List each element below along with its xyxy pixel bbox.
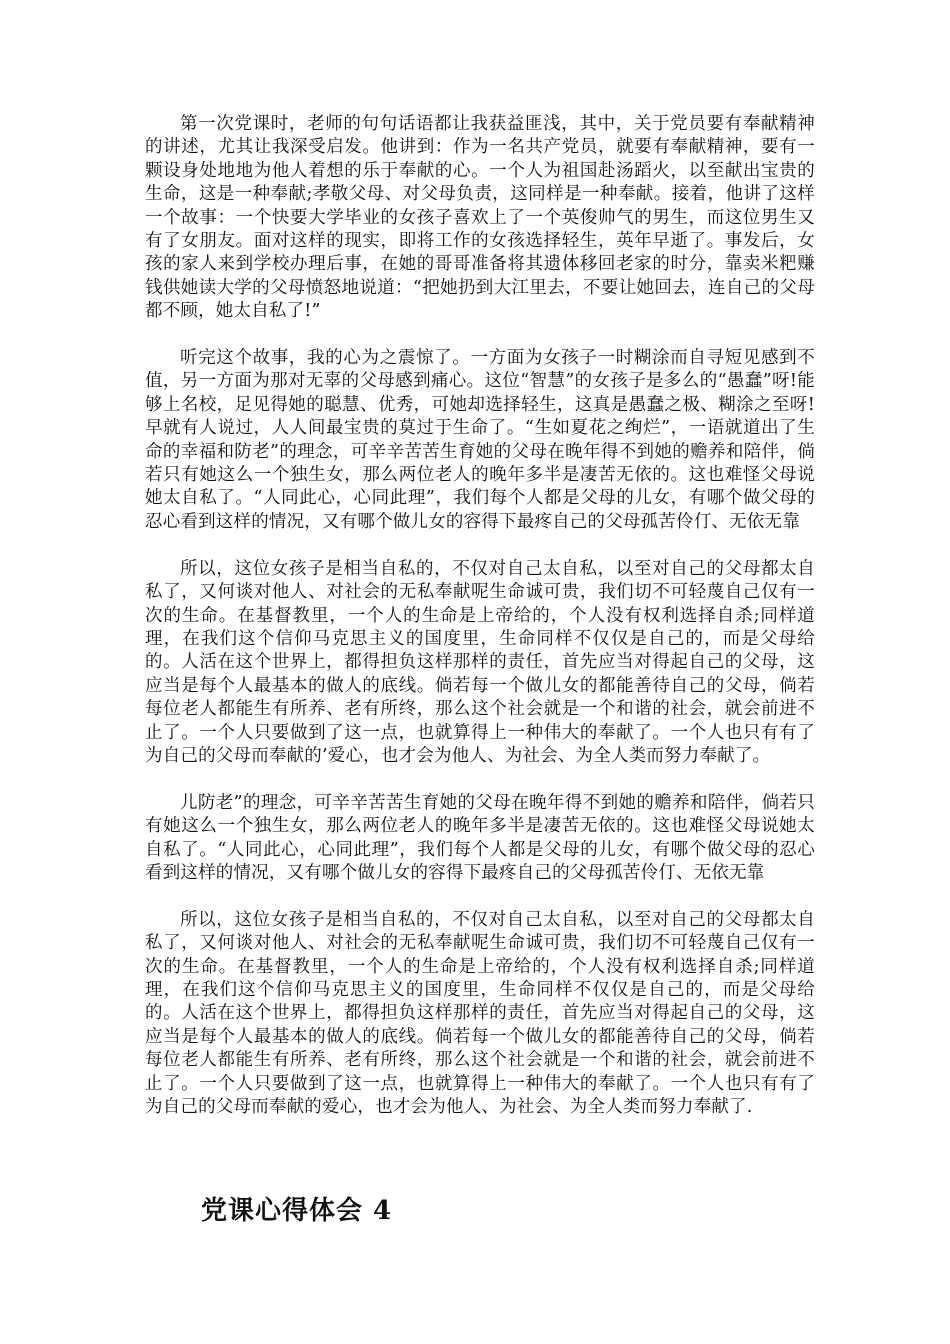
section-heading: 党课心得体会 4 [201,1196,393,1226]
paragraph-5: 所以，这位女孩子是相当自私的，不仅对自己太自私，以至对自己的父母都太自私了，又何谈对他人、对社会的无私奉献呢生命诚可贵，我们切不可轻蔑自己仅有一次的生命。在基督教里，一个人的生命是上帝给的，个人没有权利选择自杀;同样道理，在我们这个信仰马克思主义的国度里，生命同样不仅仅是自己的，而是父母给的。人活在这个世界上，都得担负这样那样的责任，首先应当对得起自己的父母，这应当是每个人最基本的做人的底线。倘若每一个做儿女的都能善待自己的父母，倘若每位老人都能生有所养、老有所终，那么这个社会就是一个和谐的社会，就会前进不止了。一个人只要做到了这一点，也就算得上一种伟大的奉献了。一个人也只有有了为自己的父母而奉献的爱心，也才会为他人、为社会、为全人类而努力奉献了. [145,909,815,1117]
paragraph-1: 第一次党课时，老师的句句话语都让我获益匪浅，其中，关于党员要有奉献精神的讲述，尤其让我深受启发。他讲到：作为一名共产党员，就要有奉献精神，要有一颗设身处地地为他人着想的乐于奉献的心。一个人为祖国赴汤蹈火，以至献出宝贵的生命，这是一种奉献;孝敬父母、对父母负责，这同样是一种奉献。接着，他讲了这样一个故事：一个快要大学毕业的女孩子喜欢上了一个英俊帅气的男生，而这位男生又有了女朋友。面对这样的现实，即将工作的女孩选择轻生，英年早逝了。事发后，女孩的家人来到学校办理后事，在她的哥哥准备将其遗体移回老家的时分，靠卖米粑赚钱供她读大学的父母愤怒地说道：“把她扔到大江里去，不要让她回去，连自己的父母都不顾，她太自私了!” [145,114,815,322]
paragraph-4: 儿防老”的理念，可辛辛苦苦生育她的父母在晚年得不到她的赡养和陪伴，倘若只有她这么一个独生女，那么两位老人的晚年多半是凄苦无依的。这也难怪父母说她太自私了。“人同此心，心同此理”，我们每个人都是父母的儿女，有哪个做父母的忍心看到这样的情况，又有哪个做儿女的容得下最疼自己的父母孤苦伶仃、无依无靠 [145,792,815,883]
paragraph-2: 听完这个故事，我的心为之震惊了。一方面为女孩子一时糊涂而自寻短见感到不值，另一方面为那对无辜的父母感到痛心。这位“智慧”的女孩子是多么的“愚蠢”呀!能够上名校，足见得她的聪慧、优秀，可她却选择轻生，这真是愚蠢之极、糊涂之至呀!早就有人说过，人人间最宝贵的莫过于生命了。“生如夏花之绚烂”，一语就道出了生命的幸福和防老”的理念，可辛辛苦苦生育她的父母在晚年得不到她的赡养和陪伴，倘若只有她这么一个独生女，那么两位老人的晚年多半是凄苦无依的。这也难怪父母说她太自私了。“人同此心，心同此理”，我们每个人都是父母的儿女，有哪个做父母的忍心看到这样的情况，又有哪个做儿女的容得下最疼自己的父母孤苦伶仃、无依无靠 [145,348,815,532]
paragraph-3: 所以，这位女孩子是相当自私的，不仅对自己太自私，以至对自己的父母都太自私了，又何谈对他人、对社会的无私奉献呢生命诚可贵，我们切不可轻蔑自己仅有一次的生命。在基督教里，一个人的生命是上帝给的，个人没有权利选择自杀;同样道理，在我们这个信仰马克思主义的国度里，生命同样不仅仅是自己的，而是父母给的。人活在这个世界上，都得担负这样那样的责任，首先应当对得起自己的父母，这应当是每个人最基本的做人的底线。倘若每一个做儿女的都能善待自己的父母，倘若每位老人都能生有所养、老有所终，那么这个社会就是一个和谐的社会，就会前进不止了。一个人只要做到了这一点，也就算得上一种伟大的奉献了。一个人也只有有了为自己的父母而奉献的’爱心，也才会为他人、为社会、为全人类而努力奉献了。 [145,558,815,766]
document-body [145,113,815,1119]
